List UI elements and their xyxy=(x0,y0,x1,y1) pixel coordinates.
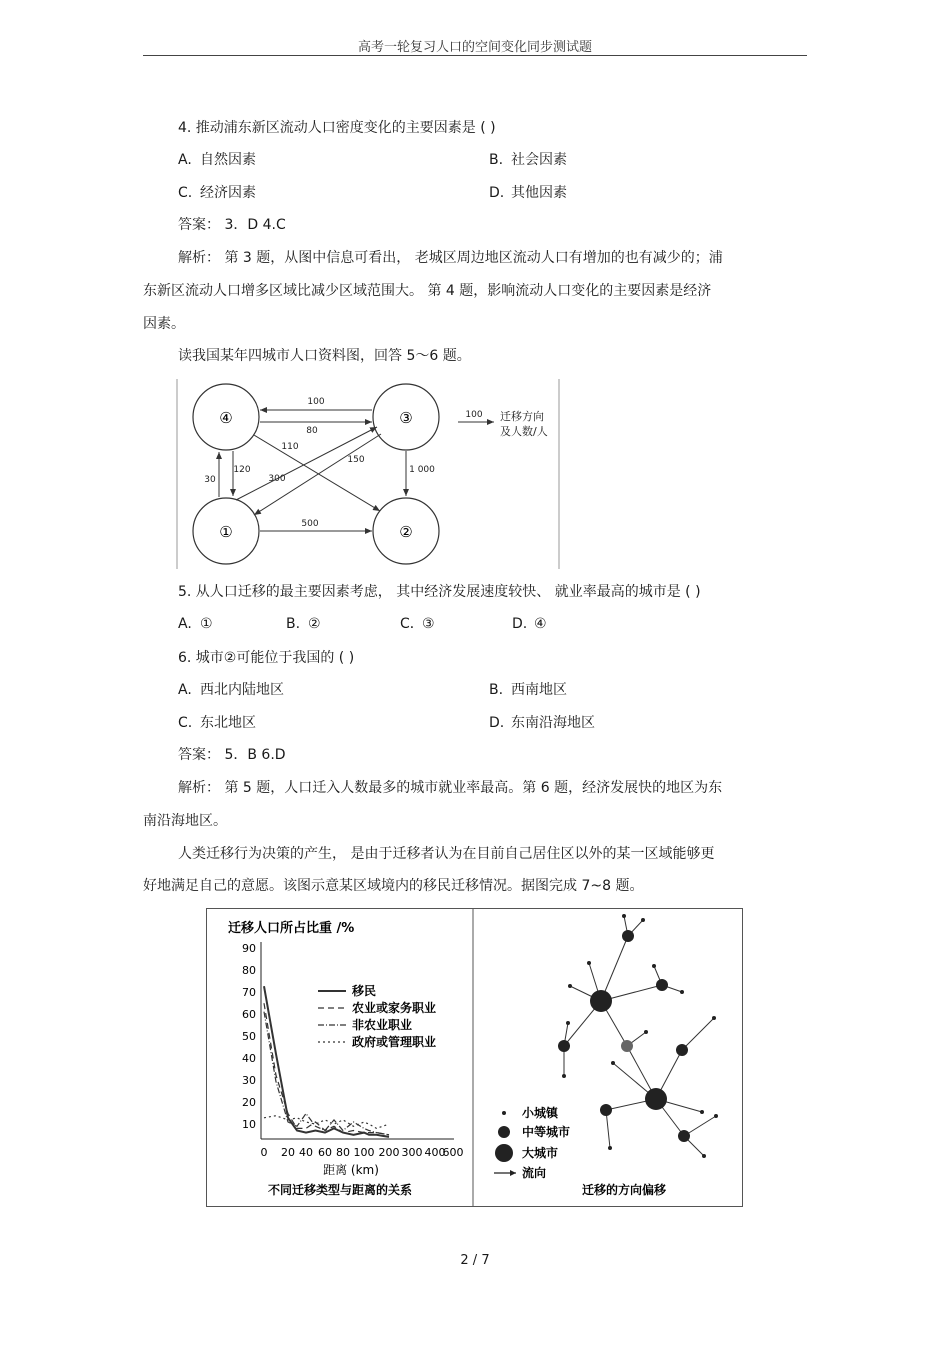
small-town xyxy=(652,964,656,968)
chart-caption: 不同迁移类型与距离的关系 xyxy=(267,1183,413,1197)
header-rule xyxy=(143,55,807,56)
legend-label: 流向 xyxy=(522,1166,547,1180)
y-tick-label: 60 xyxy=(242,1008,256,1021)
edge-label-80: 80 xyxy=(306,426,318,436)
option-letter: D. xyxy=(489,185,505,201)
small-town xyxy=(608,1146,612,1150)
q6-option-b xyxy=(489,681,567,699)
option-letter: C. xyxy=(178,185,193,201)
y-tick-label: 40 xyxy=(242,1052,256,1065)
explanation-3-4-line3: 因素。 xyxy=(143,316,185,332)
option-text: ① xyxy=(200,616,213,632)
small-town xyxy=(700,1110,704,1114)
large-city xyxy=(645,1088,667,1110)
option-letter: D. xyxy=(489,715,505,731)
x-tick-label: 400 xyxy=(424,1146,446,1159)
x-tick-label: 100 xyxy=(353,1146,375,1159)
explanation-5-6-line1: 解析： 第 5 题，人口迁入人数最多的城市就业率最高。第 6 题，经济发展快的地区为东 xyxy=(178,780,723,796)
legend-label: 农业或家务职业 xyxy=(352,1001,437,1015)
small-town xyxy=(702,1154,706,1158)
x-tick-label: 200 xyxy=(378,1146,400,1159)
explanation-5-6-line2: 南沿海地区。 xyxy=(143,813,227,829)
medium-city xyxy=(656,979,668,991)
option-letter: B. xyxy=(489,152,504,168)
small-town xyxy=(611,1061,615,1065)
chart-title: 迁移人口所占比重 /% xyxy=(228,921,355,936)
medium-city xyxy=(676,1044,688,1056)
node-1-label: ① xyxy=(219,523,233,541)
page-header-title: 高考一轮复习人口的空间变化同步测试题 xyxy=(357,40,592,55)
edge-label-150: 150 xyxy=(347,455,365,465)
q6-option-a xyxy=(178,681,284,699)
legend-large-city-symbol xyxy=(495,1144,513,1162)
option-text: 社会因素 xyxy=(511,152,567,168)
option-text: ④ xyxy=(534,616,547,632)
option-letter: D. xyxy=(512,616,528,632)
legend-label: 政府或管理职业 xyxy=(352,1035,437,1049)
answer-3-4: 答案： 3．D 4.C xyxy=(178,217,286,233)
small-town xyxy=(714,1114,718,1118)
legend-small-town-symbol xyxy=(502,1111,506,1115)
legend-label: 非农业职业 xyxy=(352,1018,413,1032)
edge-label-110: 110 xyxy=(281,442,299,452)
small-town xyxy=(680,990,684,994)
y-tick-label: 0 xyxy=(260,1146,268,1159)
page-number: 2 / 7 xyxy=(460,1253,490,1268)
medium-city xyxy=(600,1104,612,1116)
small-town xyxy=(622,914,626,918)
node-3 xyxy=(373,384,439,450)
q5-option-c xyxy=(400,615,435,633)
node-3-label: ③ xyxy=(399,409,413,427)
q4-option-d xyxy=(489,184,567,202)
small-town xyxy=(562,1074,566,1078)
option-text: 其他因素 xyxy=(511,185,567,201)
small-town xyxy=(641,918,645,922)
medium-city xyxy=(558,1040,570,1052)
option-text: 经济因素 xyxy=(200,185,256,201)
legend-label-line1: 迁移方向 xyxy=(500,410,544,423)
explanation-3-4-line1: 解析： 第 3 题，从图中信息可看出， 老城区周边地区流动人口有增加的也有减少的；浦 xyxy=(178,250,723,266)
option-text: 东南沿海地区 xyxy=(511,715,595,731)
migration-diagram xyxy=(176,377,562,571)
option-text: 西南地区 xyxy=(511,682,567,698)
small-town xyxy=(587,961,591,965)
node-2 xyxy=(373,498,439,564)
option-letter: A. xyxy=(178,682,192,698)
intro-7-8-line2: 好地满足自己的意愿。该图示意某区域境内的移民迁移情况。据图完成 7~8 题。 xyxy=(143,878,644,894)
q6-stem: 6. 城市②可能位于我国的 ( ) xyxy=(178,650,355,666)
medium-city xyxy=(621,1040,633,1052)
y-tick-label: 10 xyxy=(242,1118,256,1131)
large-city xyxy=(590,990,612,1012)
edge-label-300: 300 xyxy=(268,474,286,484)
q4-option-c xyxy=(178,184,256,202)
option-letter: C. xyxy=(178,715,193,731)
medium-city xyxy=(678,1130,690,1142)
option-letter: B. xyxy=(489,682,504,698)
legend-label: 小城镇 xyxy=(522,1106,559,1120)
y-tick-label: 80 xyxy=(242,964,256,977)
edge-label-120: 120 xyxy=(233,465,251,475)
edge-label-1000: 1 000 xyxy=(409,465,435,475)
y-tick-label: 20 xyxy=(242,1096,256,1109)
x-tick-label: 60 xyxy=(318,1146,332,1159)
x-tick-labels xyxy=(281,1146,464,1159)
answer-5-6: 答案： 5．B 6.D xyxy=(178,747,286,763)
legend-medium-city-symbol xyxy=(498,1126,510,1138)
migration-figure xyxy=(206,908,743,1207)
option-text: 西北内陆地区 xyxy=(200,682,284,698)
explanation-3-4-line2: 东新区流动人口增多区域比减少区域范围大。 第 4 题，影响流动人口变化的主要因素是经济 xyxy=(143,283,712,299)
node-1 xyxy=(193,498,259,564)
edge-label-100: 100 xyxy=(307,397,325,407)
x-tick-label: 300 xyxy=(401,1146,423,1159)
q5-option-a xyxy=(178,615,213,633)
x-tick-label: 40 xyxy=(299,1146,313,1159)
q5-option-d xyxy=(512,615,547,633)
option-letter: C． xyxy=(400,616,424,632)
legend-value: 100 xyxy=(465,410,483,420)
figure-border xyxy=(207,909,743,1207)
node-4 xyxy=(193,384,259,450)
x-tick-label: 600 xyxy=(442,1146,464,1159)
option-text: ② xyxy=(308,616,321,632)
legend-label: 移民 xyxy=(352,984,377,998)
x-axis-title: 距离 (km) xyxy=(323,1163,379,1177)
legend-label: 大城市 xyxy=(522,1146,559,1160)
option-letter: B. xyxy=(286,616,301,632)
option-text: ③ xyxy=(422,616,435,632)
edge-label-500: 500 xyxy=(301,519,319,529)
legend-label-line2: 及人数/人 xyxy=(500,425,548,438)
small-town xyxy=(566,1021,570,1025)
q6-option-d xyxy=(489,714,595,732)
q4-option-a xyxy=(178,151,256,169)
intro-5-6: 读我国某年四城市人口资料图，回答 5～6 题。 xyxy=(178,348,471,364)
intro-7-8-line1: 人类迁移行为决策的产生， 是由于迁移者认为在目前自己居住区以外的某一区域能够更 xyxy=(178,846,715,862)
option-text: 自然因素 xyxy=(200,152,256,168)
y-tick-label: 70 xyxy=(242,986,256,999)
x-tick-label: 20 xyxy=(281,1146,295,1159)
option-letter: A. xyxy=(178,152,192,168)
medium-city xyxy=(622,930,634,942)
edge-label-30: 30 xyxy=(204,475,216,485)
y-tick-label: 30 xyxy=(242,1074,256,1087)
q5-stem: 5. 从人口迁移的最主要因素考虑， 其中经济发展速度较快、 就业率最高的城市是 ( ) xyxy=(178,584,701,600)
node-2-label: ② xyxy=(399,523,413,541)
q6-option-c xyxy=(178,714,256,732)
small-town xyxy=(712,1016,716,1020)
option-text: 东北地区 xyxy=(200,715,256,731)
legend-label: 中等城市 xyxy=(522,1125,571,1139)
y-tick-label: 50 xyxy=(242,1030,256,1043)
small-town xyxy=(644,1030,648,1034)
q5-option-b xyxy=(286,615,321,633)
node-4-label: ④ xyxy=(219,409,233,427)
small-town xyxy=(568,984,572,988)
x-tick-label: 80 xyxy=(336,1146,350,1159)
q4-stem: 4. 推动浦东新区流动人口密度变化的主要因素是 ( ) xyxy=(178,120,496,136)
option-letter: A. xyxy=(178,616,192,632)
y-tick-label: 90 xyxy=(242,942,256,955)
map-caption: 迁移的方向偏移 xyxy=(581,1183,667,1197)
q4-option-b xyxy=(489,151,567,169)
